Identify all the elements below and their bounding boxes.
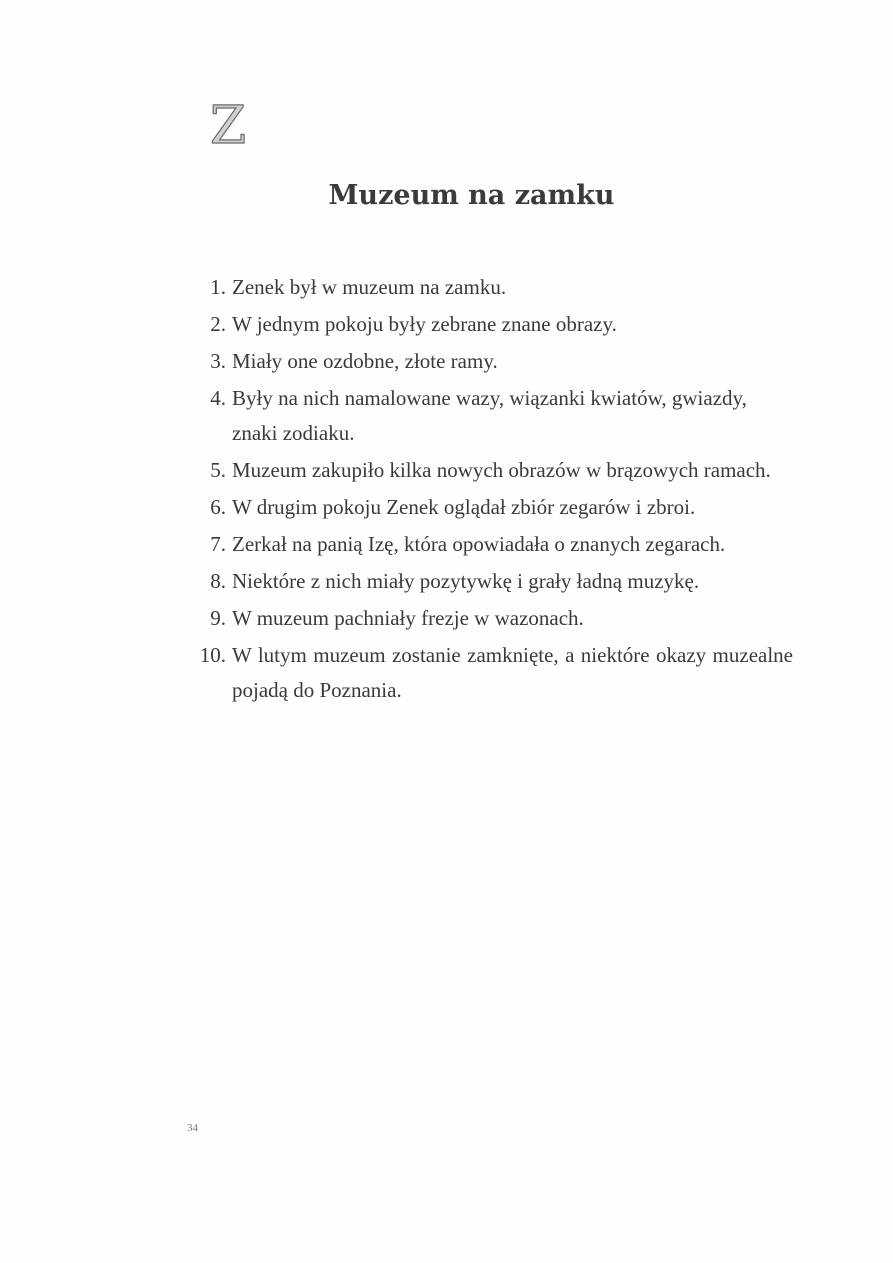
item-number: 1.: [210, 275, 226, 299]
item-number: 8.: [210, 569, 226, 593]
item-text: W jednym pokoju były zebrane znane obrazy.: [232, 312, 617, 336]
item-number: 6.: [210, 495, 226, 519]
item-text: W muzeum pachniały frezje w wazonach.: [232, 606, 584, 630]
list-item: [0, 527, 893, 562]
list-item: [0, 638, 893, 708]
item-number: 7.: [210, 532, 226, 556]
item-number: 9.: [210, 606, 226, 630]
item-text: Muzeum zakupiło kilka nowych obrazów w brązowych ramach.: [232, 458, 771, 482]
item-text: Miały one ozdobne, złote ramy.: [232, 349, 498, 373]
list-item: [0, 490, 893, 525]
item-text: Zerkał na panią Izę, która opowiadała o znanych zegarach.: [232, 532, 726, 556]
list-item: [0, 453, 893, 488]
item-text: Były na nich namalowane wazy, wiązanki kwiatów, gwiazdy, znaki zodiaku.: [232, 386, 747, 445]
page-title: Muzeum na zamku: [328, 180, 615, 211]
list-item: [0, 307, 893, 342]
chapter-letter: Z: [210, 96, 247, 156]
list-item: [0, 601, 893, 636]
item-number: 2.: [210, 312, 226, 336]
item-text: W lutym muzeum zostanie zamknięte, a niektóre okazy muzealne pojadą do Poznania.: [232, 643, 793, 702]
list-item: [0, 381, 893, 451]
item-number: 3.: [210, 349, 226, 373]
item-number: 5.: [210, 458, 226, 482]
list-item: [0, 344, 893, 379]
item-number: 10.: [199, 643, 226, 667]
list-item: [0, 564, 893, 599]
page-number: 34: [187, 1122, 198, 1134]
item-text: Niektóre z nich miały pozytywkę i grały ładną muzykę.: [232, 569, 700, 593]
list-item: [0, 270, 893, 305]
item-number: 4.: [210, 386, 226, 410]
item-text: W drugim pokoju Zenek oglądał zbiór zegarów i zbroi.: [232, 495, 696, 519]
item-text: Zenek był w muzeum na zamku.: [232, 275, 507, 299]
sentence-list: [0, 270, 893, 710]
